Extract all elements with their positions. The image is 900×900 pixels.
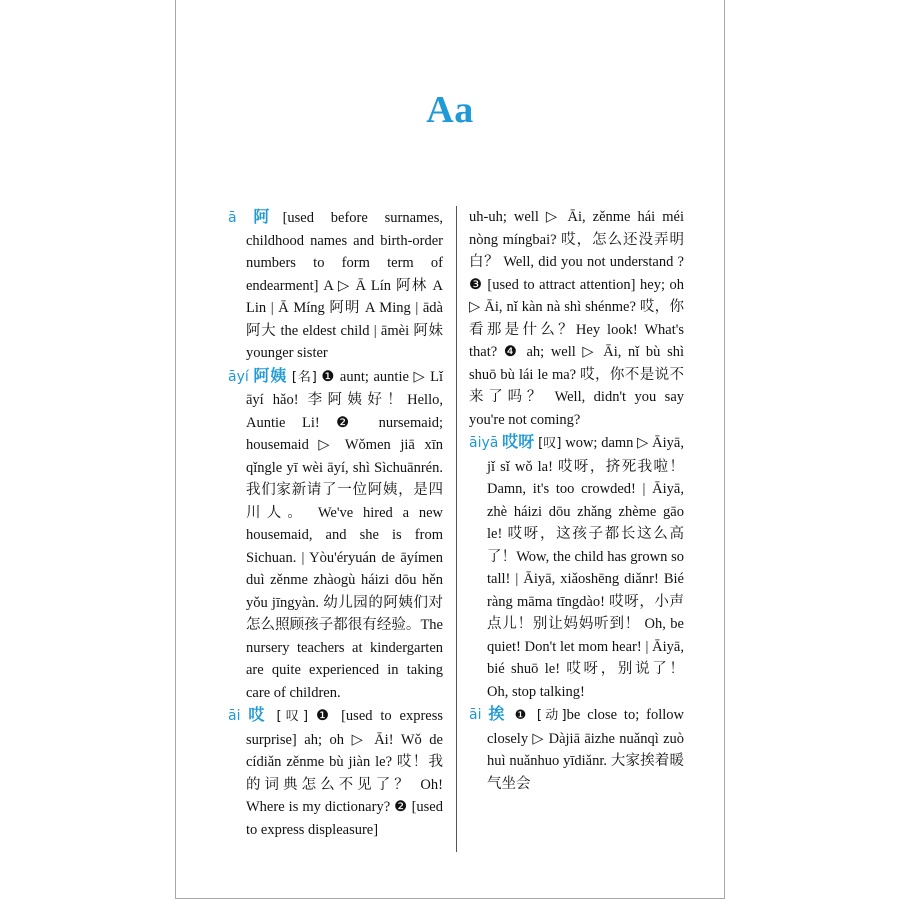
headword-hanzi: 哎 (248, 705, 269, 724)
entry-a-text (228, 206, 443, 365)
entry-body: ❶ aunt; auntie ▷ Lǐ āyí hǎo! 李阿姨好！Hello, Auntie Li! ❷ nursemaid; housemaid ▷ Wǒmen jiā xīn qǐngle yī wèi āyí, shì Sìchuānrén. 我们家新请了一位阿姨，是四川人。 We've hired a new housemaid, and she is from Sichuan. | Yòu'éryuán de āyímen duì zěnme zhàogù háizi dōu hěn yǒu jīngyàn. 幼儿园的阿姨们对怎么照顾孩子都很有经验。The nursery teachers at kindergarten are quite experienced in taking care of children. (246, 368, 444, 701)
entry-ayi (228, 365, 443, 705)
entry-body: ❶ [used to express surprise] ah; oh ▷ Āi! Wǒ de cídiǎn zěnme bù jiàn le? 哎！我的词典怎么不见了？ Oh! Where is my dictionary? ❷ [used to express displeasure] (246, 708, 444, 838)
entry-ai-2-text (469, 703, 684, 795)
headword-pinyin: āiyā (469, 435, 499, 451)
left-column (228, 206, 443, 841)
entry-aiya-text (469, 431, 684, 703)
headword-pinyin: āi (469, 707, 482, 723)
entry-ayi-text (228, 365, 443, 705)
entry-ai-continued (469, 206, 684, 431)
entry-body: [used before surnames, childhood names and birth-order numbers to form term of endearment] A ▷ Ā Lín 阿林 A Lin | Ā Míng 阿明 A Ming | ādà 阿大 the eldest child | āmèi 阿妹 younger sister (246, 210, 443, 361)
part-of-speech: ❶ [动] (514, 708, 567, 723)
entry-body: wow; damn ▷ Āiyā, jǐ sǐ wǒ la! 哎呀，挤死我啦！Damn, it's too crowded! | Āiyā, zhè háizi dōu zhǎng zhème gāo le! 哎呀，这孩子都长这么高了！Wow, the child has grown so tall! | Āiyā, xiǎoshēng diǎnr! Bié ràng māma tīngdào! 哎呀，小声点儿！别让妈妈听到！ Oh, be quiet! Don't let mom hear! | Āiyā, bié shuō le! 哎呀，别说了！ Oh, stop talking! (487, 435, 684, 700)
entry-ai-text (228, 704, 443, 841)
dictionary-page (175, 0, 725, 899)
entry-a (228, 206, 443, 365)
column-divider (456, 206, 457, 852)
headword-hanzi: 阿姨 (253, 365, 288, 385)
section-title: Aa (426, 89, 474, 131)
headword-hanzi: 阿 (253, 207, 283, 226)
headword-pinyin: ā (228, 210, 237, 226)
entry-ai (228, 704, 443, 841)
headword-hanzi: 挨 (488, 704, 508, 723)
entry-ai-2 (469, 703, 684, 795)
right-column (469, 206, 684, 795)
headword-hanzi: 哎呀 (502, 432, 535, 451)
entry-body: be close to; follow closely ▷ Dàjiā āizhe nuǎnqì zuò huì nuǎnhuo yīdiǎnr. 大家挨着暖气坐会 (487, 707, 684, 792)
headword-pinyin: āi (228, 708, 241, 724)
part-of-speech: [叹] (538, 436, 562, 451)
part-of-speech: [名] (291, 369, 317, 385)
entry-aiya (469, 431, 684, 703)
continuation-text: uh-uh; well ▷ Āi, zěnme hái méi nòng míngbai? 哎，怎么还没弄明白？ Well, did you not understand ? ❸ [used to attract attention] hey; oh ▷ Āi, nǐ kàn nà shì shénme? 哎，你看那是什么？Hey look! What's that? ❹ ah; well ▷ Āi, nǐ bù shì shuō bù lái le ma? 哎，你不是说不来了吗？ Well, didn't you say you're not coming? (469, 209, 684, 428)
part-of-speech: [叹] (276, 709, 309, 724)
headword-pinyin: āyí (228, 368, 249, 385)
